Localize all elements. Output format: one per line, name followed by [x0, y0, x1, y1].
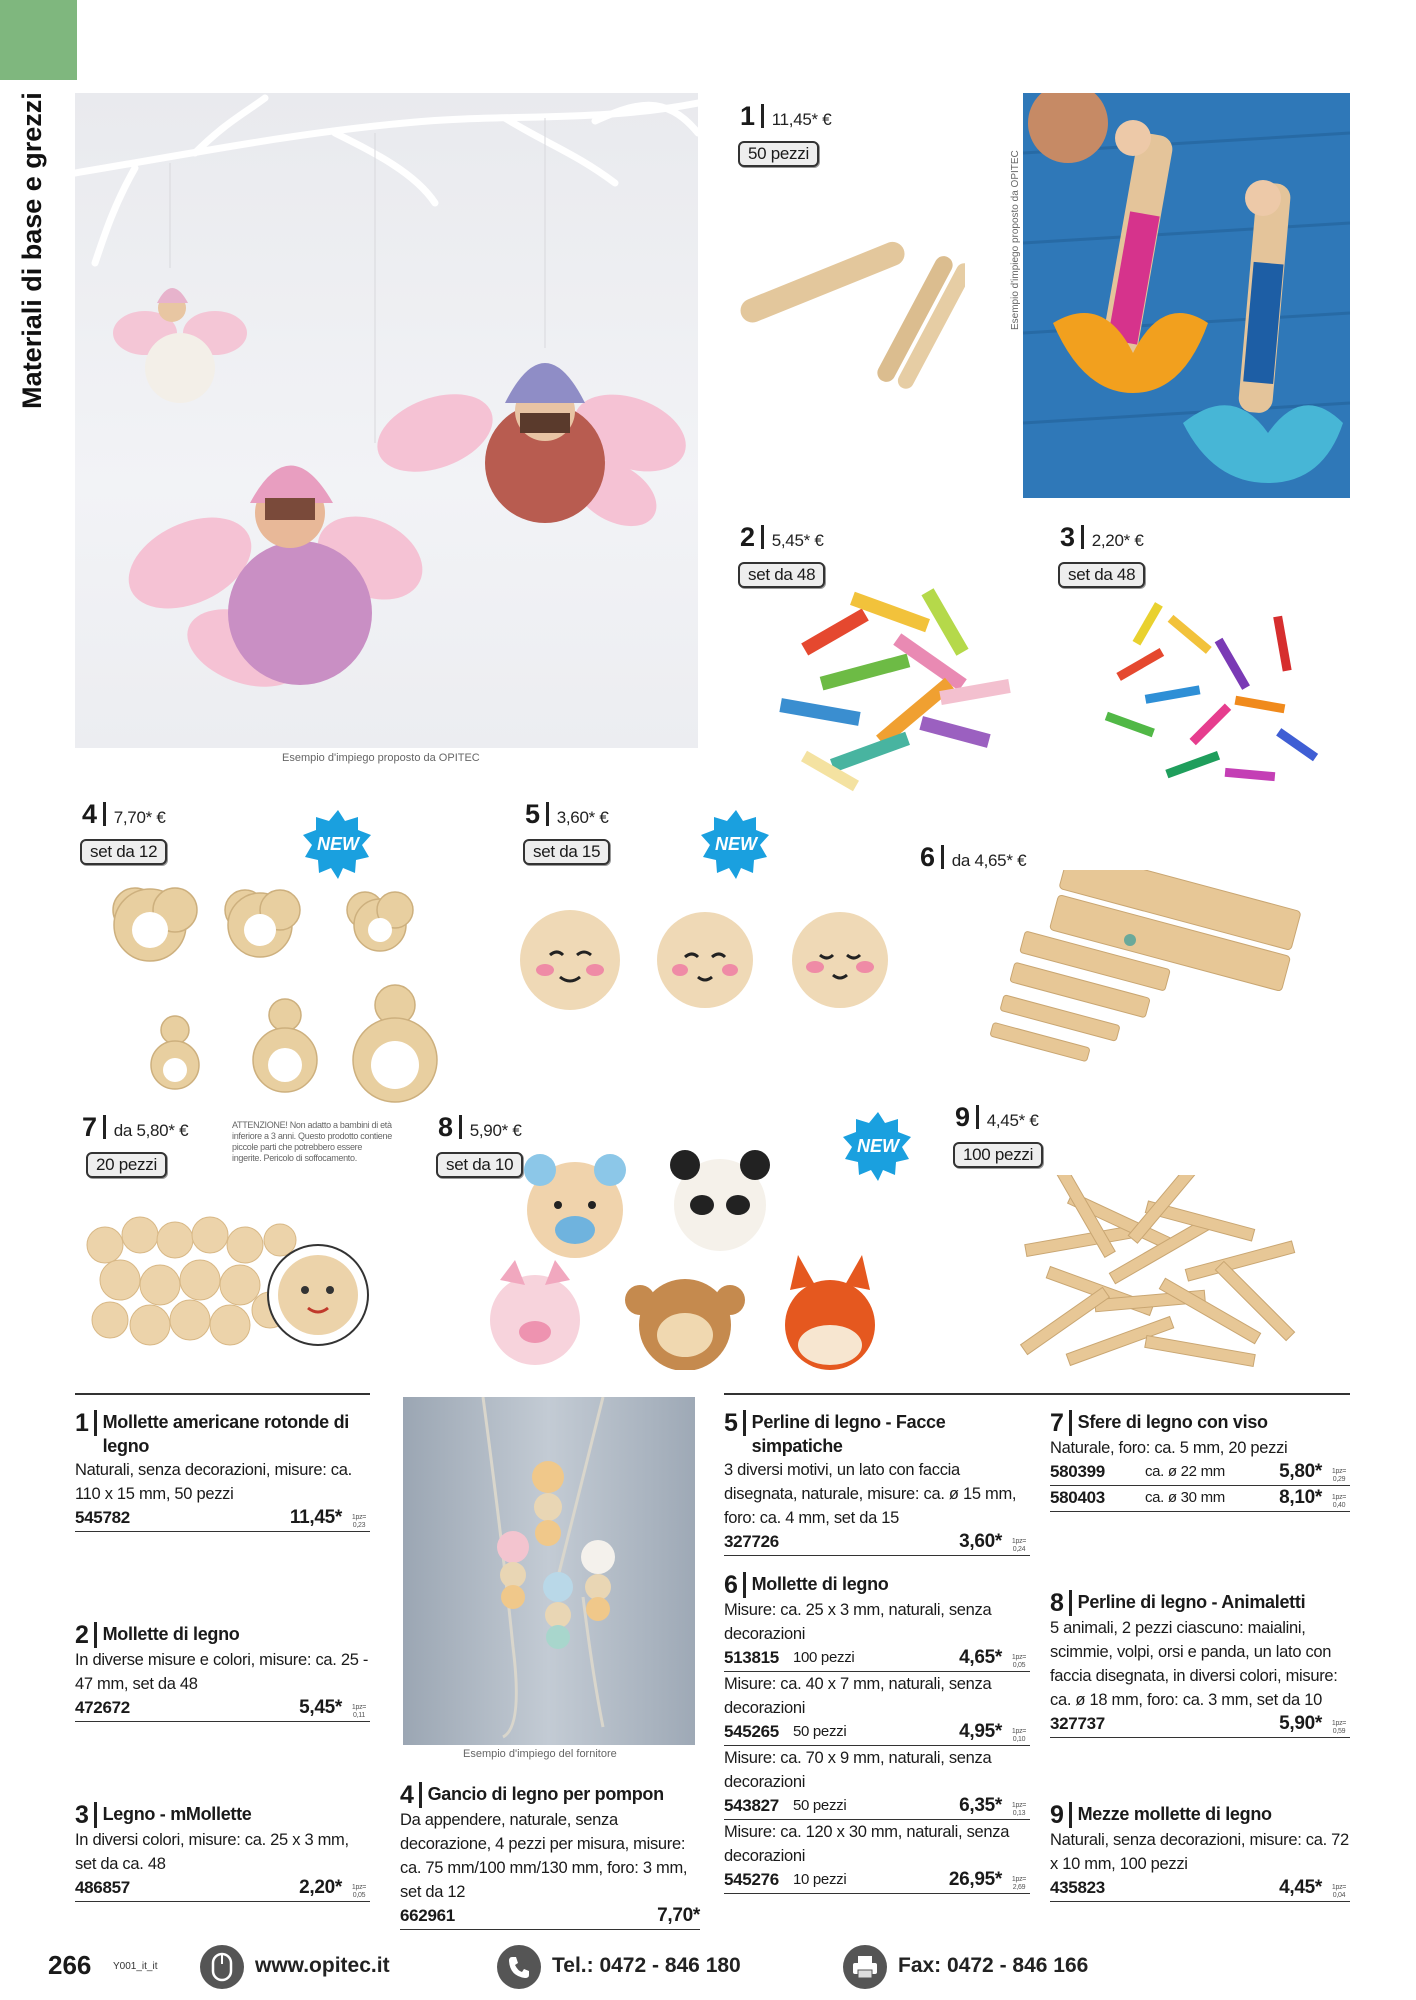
mermaid-clothespin-photo — [1023, 93, 1350, 498]
item-7-badge: 20 pezzi — [86, 1152, 167, 1178]
item-8-badge: set da 10 — [436, 1152, 523, 1178]
divider — [724, 1393, 1350, 1395]
item-6-head: 6 da 4,65* € — [920, 842, 1027, 872]
animal-beads-image — [480, 1140, 900, 1370]
item-2-badge: set da 48 — [738, 562, 825, 588]
item-5-badge: set da 15 — [523, 839, 610, 865]
svg-text:NEW: NEW — [857, 1136, 899, 1156]
phone-icon — [497, 1945, 541, 1989]
product-6-description: 6 Mollette di legno Misure: ca. 25 x 3 mm, naturali, senza decorazioni 513815 100 pezzi 4,65* 1pz= 0,05 Misure: ca. 40 x 7 mm, naturali, senza decorazioni 545265 50 pezzi 4,95* 1pz= 0,10 Misure: ca. 70 x 9 mm, naturali, senza decorazioni 543827 50 pezzi 6,35* 1pz= 0,13 Misure: ca. 120 x 30 mm, naturali, senza decorazioni 545276 10 pezzi 26,95* 1pz= 2,69 — [724, 1572, 1030, 1894]
svg-text:NEW: NEW — [317, 834, 359, 854]
corner-tab — [0, 0, 77, 80]
page-number: 266 — [48, 1950, 92, 1980]
product-2-description: 2 Mollette di legno In diverse misure e colori, misure: ca. 25 - 47 mm, set da 48 472672 5,45* 1pz= 0,11 — [75, 1622, 370, 1722]
product-3-description: 3 Legno - mMollette In diversi colori, misure: ca. 25 x 3 mm, set da ca. 48 486857 2,20* 1pz= 0,05 — [75, 1802, 370, 1902]
item-3-head: 3 2,20* € — [1060, 522, 1144, 552]
colored-clothespins-image — [760, 565, 1030, 805]
face-balls-image — [80, 1200, 380, 1360]
main-photo-caption: Esempio d'impiego proposto da OPITEC — [282, 752, 480, 764]
product-1-description: 1 Mollette americane rotonde di legno Naturali, senza decorazioni, misure: ca. 110 x 15 mm, 50 pezzi 545782 11,45* 1pz= 0,23 — [75, 1410, 370, 1532]
item-1-badge: 50 pezzi — [738, 141, 819, 167]
new-badge-icon — [302, 808, 374, 880]
item-1-head: 1 11,45* € — [740, 101, 832, 131]
face-beads-image — [515, 905, 895, 1015]
item-8-head: 8 5,90* € — [438, 1112, 522, 1142]
section-title: Materiali di base e grezzi — [16, 91, 47, 409]
item-4-head: 4 7,70* € — [82, 799, 166, 829]
svg-text:NEW: NEW — [715, 834, 757, 854]
fax-icon — [843, 1945, 887, 1989]
product-5-description: 5 Perline di legno - Facce simpatiche 3 diversi motivi, un lato con faccia disegnata, naturale, misure: ca. ø 15 mm, foro: ca. 4 mm, set da 15 327726 3,60* 1pz= 0,24 — [724, 1410, 1030, 1556]
footer — [0, 1940, 1416, 2000]
fax-number: Fax: 0472 - 846 166 — [898, 1954, 1089, 1977]
website-link[interactable]: www.opitec.it — [255, 1954, 390, 1977]
product-7-description: 7 Sfere di legno con viso Naturale, foro: ca. 5 mm, 20 pezzi 580399 ca. ø 22 mm 5,80* 1pz= 0,29 580403 ca. ø 30 mm 8,10* 1pz= 0,40 — [1050, 1410, 1350, 1512]
item-4-badge: set da 12 — [80, 839, 167, 865]
necklace-photo — [403, 1397, 695, 1745]
necklace-caption: Esempio d'impiego del fornitore — [463, 1748, 617, 1760]
mini-clothespins-image — [1085, 580, 1345, 810]
item-9-head: 9 4,45* € — [955, 1102, 1039, 1132]
telephone-number: Tel.: 0472 - 846 180 — [552, 1954, 741, 1977]
wooden-clothespins-image — [980, 870, 1320, 1090]
mouse-icon — [200, 1945, 244, 1989]
half-clothespins-image — [1005, 1175, 1325, 1385]
item-2-head: 2 5,45* € — [740, 522, 824, 552]
new-badge-icon — [700, 808, 772, 880]
product-9-description: 9 Mezze mollette di legno Naturali, senza decorazioni, misure: ca. 72 x 10 mm, 100 pezzi 435823 4,45* 1pz= 0,04 — [1050, 1802, 1350, 1902]
product-4-description: 4 Gancio di legno per pompon Da appendere, naturale, senza decorazione, 4 pezzi per misura, misure: ca. 75 mm/100 mm/130 mm, foro: 3 mm, set da 12 662961 7,70* — [400, 1782, 700, 1930]
mermaid-caption: Esempio d'impiego proposto da OPITEC — [1010, 150, 1021, 330]
product-8-description: 8 Perline di legno - Animaletti 5 animali, 2 pezzi ciascuno: maialini, scimmie, volpi, orsi e panda, un lato con faccia disegnata, in diversi colori, misure: ca. ø 18 mm, foro: ca. 3 mm, set da 10 327737 5,90* 1pz= 0,59 — [1050, 1590, 1350, 1738]
divider — [75, 1393, 370, 1395]
fairy-ornaments-photo — [75, 93, 698, 748]
round-clothespins-image — [735, 200, 965, 420]
edition-code: Y001_it_it — [113, 1961, 158, 1972]
item-7-head: 7 da 5,80* € — [82, 1112, 189, 1142]
choking-warning: ATTENZIONE! Non adatto a bambini di età inferiore a 3 anni. Questo prodotto contiene piccole parti che potrebbero essere ingerite. Pericolo di soffocamento. — [232, 1120, 392, 1163]
pompom-hooks-image — [95, 880, 445, 1110]
item-3-badge: set da 48 — [1058, 562, 1145, 588]
item-9-badge: 100 pezzi — [953, 1142, 1043, 1168]
item-5-head: 5 3,60* € — [525, 799, 609, 829]
